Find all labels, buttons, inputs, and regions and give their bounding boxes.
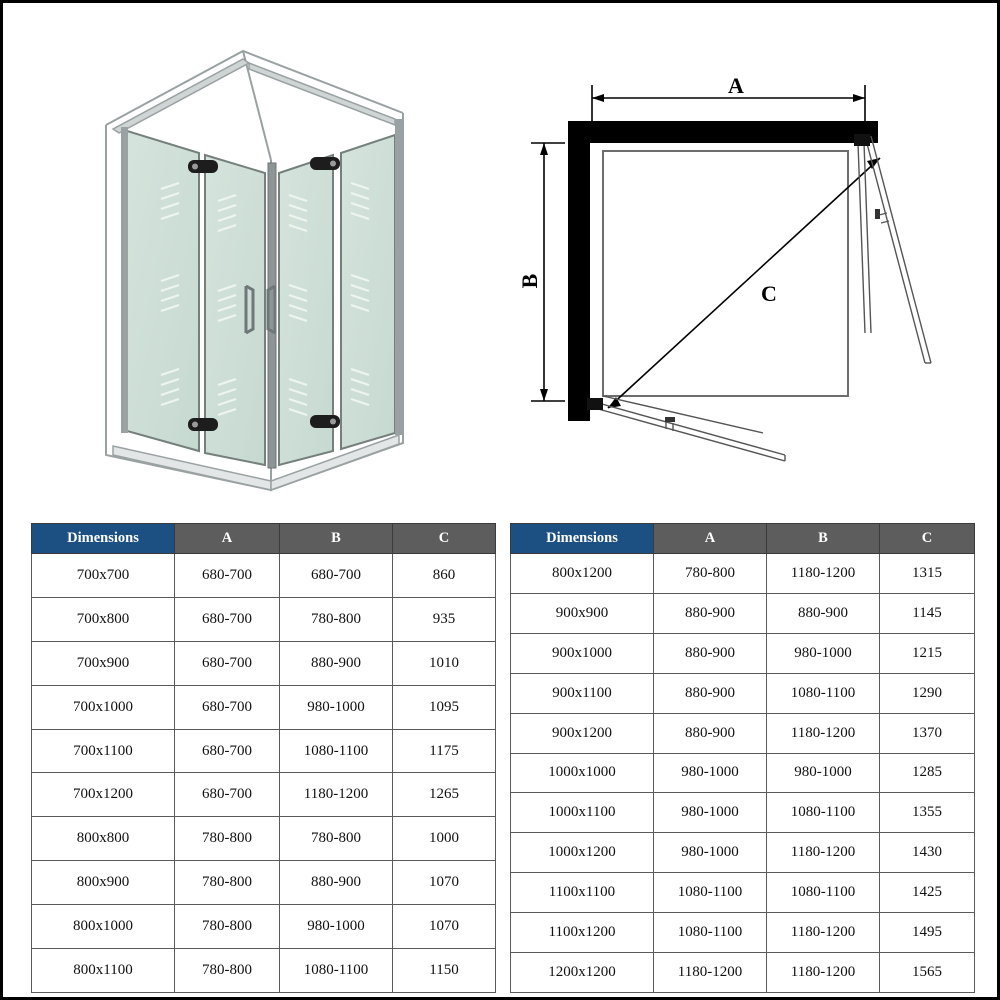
dimensions-table-right <box>510 523 975 993</box>
table-row <box>511 753 975 793</box>
cell-b: 880-900 <box>280 861 393 905</box>
perspective-enclosure-3d <box>106 51 403 490</box>
cell-a: 880-900 <box>654 593 767 633</box>
glass-panel-right-outer <box>341 135 395 449</box>
cell-a: 680-700 <box>175 597 280 641</box>
cell-a: 1080-1100 <box>654 873 767 913</box>
cell-b: 1180-1200 <box>767 913 880 953</box>
cell-c: 1150 <box>393 949 496 993</box>
plan-hinge-bottom <box>587 398 603 410</box>
table-row <box>32 861 496 905</box>
table-body-right <box>511 554 975 993</box>
door-swing-right <box>865 136 931 363</box>
cell-dimensions: 1000x1000 <box>511 753 654 793</box>
cell-b: 1080-1100 <box>767 793 880 833</box>
cell-c: 1430 <box>880 833 975 873</box>
table-row <box>32 817 496 861</box>
cell-dimensions: 800x900 <box>32 861 175 905</box>
header-a: A <box>175 524 280 554</box>
cell-b: 880-900 <box>767 593 880 633</box>
table-row <box>32 641 496 685</box>
illustration-area <box>3 3 1000 503</box>
cell-a: 1180-1200 <box>654 953 767 993</box>
table-row <box>32 949 496 993</box>
table-row <box>511 793 975 833</box>
cell-b: 980-1000 <box>280 905 393 949</box>
cell-c: 1000 <box>393 817 496 861</box>
cell-dimensions: 900x1100 <box>511 673 654 713</box>
table-row <box>32 905 496 949</box>
left-vertical-post <box>121 127 128 433</box>
cell-c: 1265 <box>393 773 496 817</box>
cell-a: 980-1000 <box>654 833 767 873</box>
header-a: A <box>654 524 767 554</box>
cell-b: 1080-1100 <box>767 673 880 713</box>
plan-hinge-top <box>854 134 870 146</box>
cell-b: 1180-1200 <box>767 833 880 873</box>
cell-c: 1425 <box>880 873 975 913</box>
cell-dimensions: 1000x1100 <box>511 793 654 833</box>
cell-b: 980-1000 <box>767 753 880 793</box>
cell-a: 780-800 <box>175 905 280 949</box>
cell-a: 680-700 <box>175 685 280 729</box>
header-c: C <box>393 524 496 554</box>
cell-c: 1285 <box>880 753 975 793</box>
cell-b: 1080-1100 <box>280 729 393 773</box>
cell-a: 880-900 <box>654 633 767 673</box>
table-row <box>511 633 975 673</box>
cell-b: 980-1000 <box>767 633 880 673</box>
cell-a: 680-700 <box>175 729 280 773</box>
cell-b: 680-700 <box>280 554 393 598</box>
cell-c: 860 <box>393 554 496 598</box>
cell-b: 1180-1200 <box>767 953 880 993</box>
cell-dimensions: 1200x1200 <box>511 953 654 993</box>
cell-a: 880-900 <box>654 673 767 713</box>
cell-dimensions: 700x1000 <box>32 685 175 729</box>
table-body-left <box>32 554 496 993</box>
cell-dimensions: 700x1200 <box>32 773 175 817</box>
wall-vertical <box>568 121 590 421</box>
cell-a: 680-700 <box>175 554 280 598</box>
table-row <box>511 593 975 633</box>
hinge-top-left <box>188 160 218 173</box>
cell-b: 1180-1200 <box>767 554 880 594</box>
cell-a: 1080-1100 <box>654 913 767 953</box>
cell-c: 1495 <box>880 913 975 953</box>
cell-dimensions: 900x1200 <box>511 713 654 753</box>
table-row <box>32 554 496 598</box>
table-header-row <box>511 524 975 554</box>
hinge-bottom-left <box>188 418 218 431</box>
cell-b: 1180-1200 <box>280 773 393 817</box>
cell-dimensions: 1000x1200 <box>511 833 654 873</box>
cell-a: 680-700 <box>175 641 280 685</box>
table-row <box>511 953 975 993</box>
cell-b: 880-900 <box>280 641 393 685</box>
cell-a: 780-800 <box>654 554 767 594</box>
table-row <box>511 554 975 594</box>
dimension-line-b <box>531 143 565 401</box>
cell-a: 780-800 <box>175 949 280 993</box>
header-b: B <box>280 524 393 554</box>
cell-a: 980-1000 <box>654 793 767 833</box>
label-a: A <box>728 73 744 98</box>
cell-a: 780-800 <box>175 817 280 861</box>
table-row <box>32 685 496 729</box>
header-c: C <box>880 524 975 554</box>
cell-b: 980-1000 <box>280 685 393 729</box>
right-vertical-post <box>395 119 402 435</box>
header-b: B <box>767 524 880 554</box>
hinge-top-right <box>310 157 340 170</box>
cell-dimensions: 900x1000 <box>511 633 654 673</box>
cell-c: 935 <box>393 597 496 641</box>
tray-outline <box>603 151 848 396</box>
cell-dimensions: 700x700 <box>32 554 175 598</box>
cell-dimensions: 800x800 <box>32 817 175 861</box>
cell-c: 1175 <box>393 729 496 773</box>
cell-dimensions: 700x800 <box>32 597 175 641</box>
table-row <box>511 713 975 753</box>
header-dimensions: Dimensions <box>32 524 175 554</box>
dimensions-table-left <box>31 523 496 993</box>
hinge-bottom-right <box>310 415 340 428</box>
cell-dimensions: 800x1200 <box>511 554 654 594</box>
cell-dimensions: 900x900 <box>511 593 654 633</box>
cell-c: 1010 <box>393 641 496 685</box>
header-dimensions: Dimensions <box>511 524 654 554</box>
cell-dimensions: 800x1000 <box>32 905 175 949</box>
cell-a: 980-1000 <box>654 753 767 793</box>
cell-dimensions: 1100x1200 <box>511 913 654 953</box>
cell-a: 780-800 <box>175 861 280 905</box>
cell-c: 1070 <box>393 861 496 905</box>
cell-b: 1080-1100 <box>767 873 880 913</box>
table-row <box>511 913 975 953</box>
cell-dimensions: 1100x1100 <box>511 873 654 913</box>
cell-dimensions: 800x1100 <box>32 949 175 993</box>
label-c: C <box>761 281 777 306</box>
table-row <box>32 773 496 817</box>
cell-b: 1080-1100 <box>280 949 393 993</box>
table-row <box>32 597 496 641</box>
table-row <box>511 833 975 873</box>
cell-c: 1145 <box>880 593 975 633</box>
table-row <box>511 873 975 913</box>
cell-c: 1315 <box>880 554 975 594</box>
cell-b: 1180-1200 <box>767 713 880 753</box>
wall-horizontal <box>568 121 868 143</box>
label-b: B <box>517 273 542 289</box>
cell-c: 1355 <box>880 793 975 833</box>
table-header-row <box>32 524 496 554</box>
cell-a: 880-900 <box>654 713 767 753</box>
cell-c: 1095 <box>393 685 496 729</box>
cell-b: 780-800 <box>280 817 393 861</box>
cell-dimensions: 700x900 <box>32 641 175 685</box>
cell-dimensions: 700x1100 <box>32 729 175 773</box>
cell-b: 780-800 <box>280 597 393 641</box>
cell-c: 1370 <box>880 713 975 753</box>
cell-c: 1070 <box>393 905 496 949</box>
table-row <box>32 729 496 773</box>
cell-a: 680-700 <box>175 773 280 817</box>
dimension-tables <box>3 523 1000 993</box>
plan-view <box>517 73 931 461</box>
cell-c: 1565 <box>880 953 975 993</box>
cell-c: 1215 <box>880 633 975 673</box>
table-row <box>511 673 975 713</box>
cell-c: 1290 <box>880 673 975 713</box>
